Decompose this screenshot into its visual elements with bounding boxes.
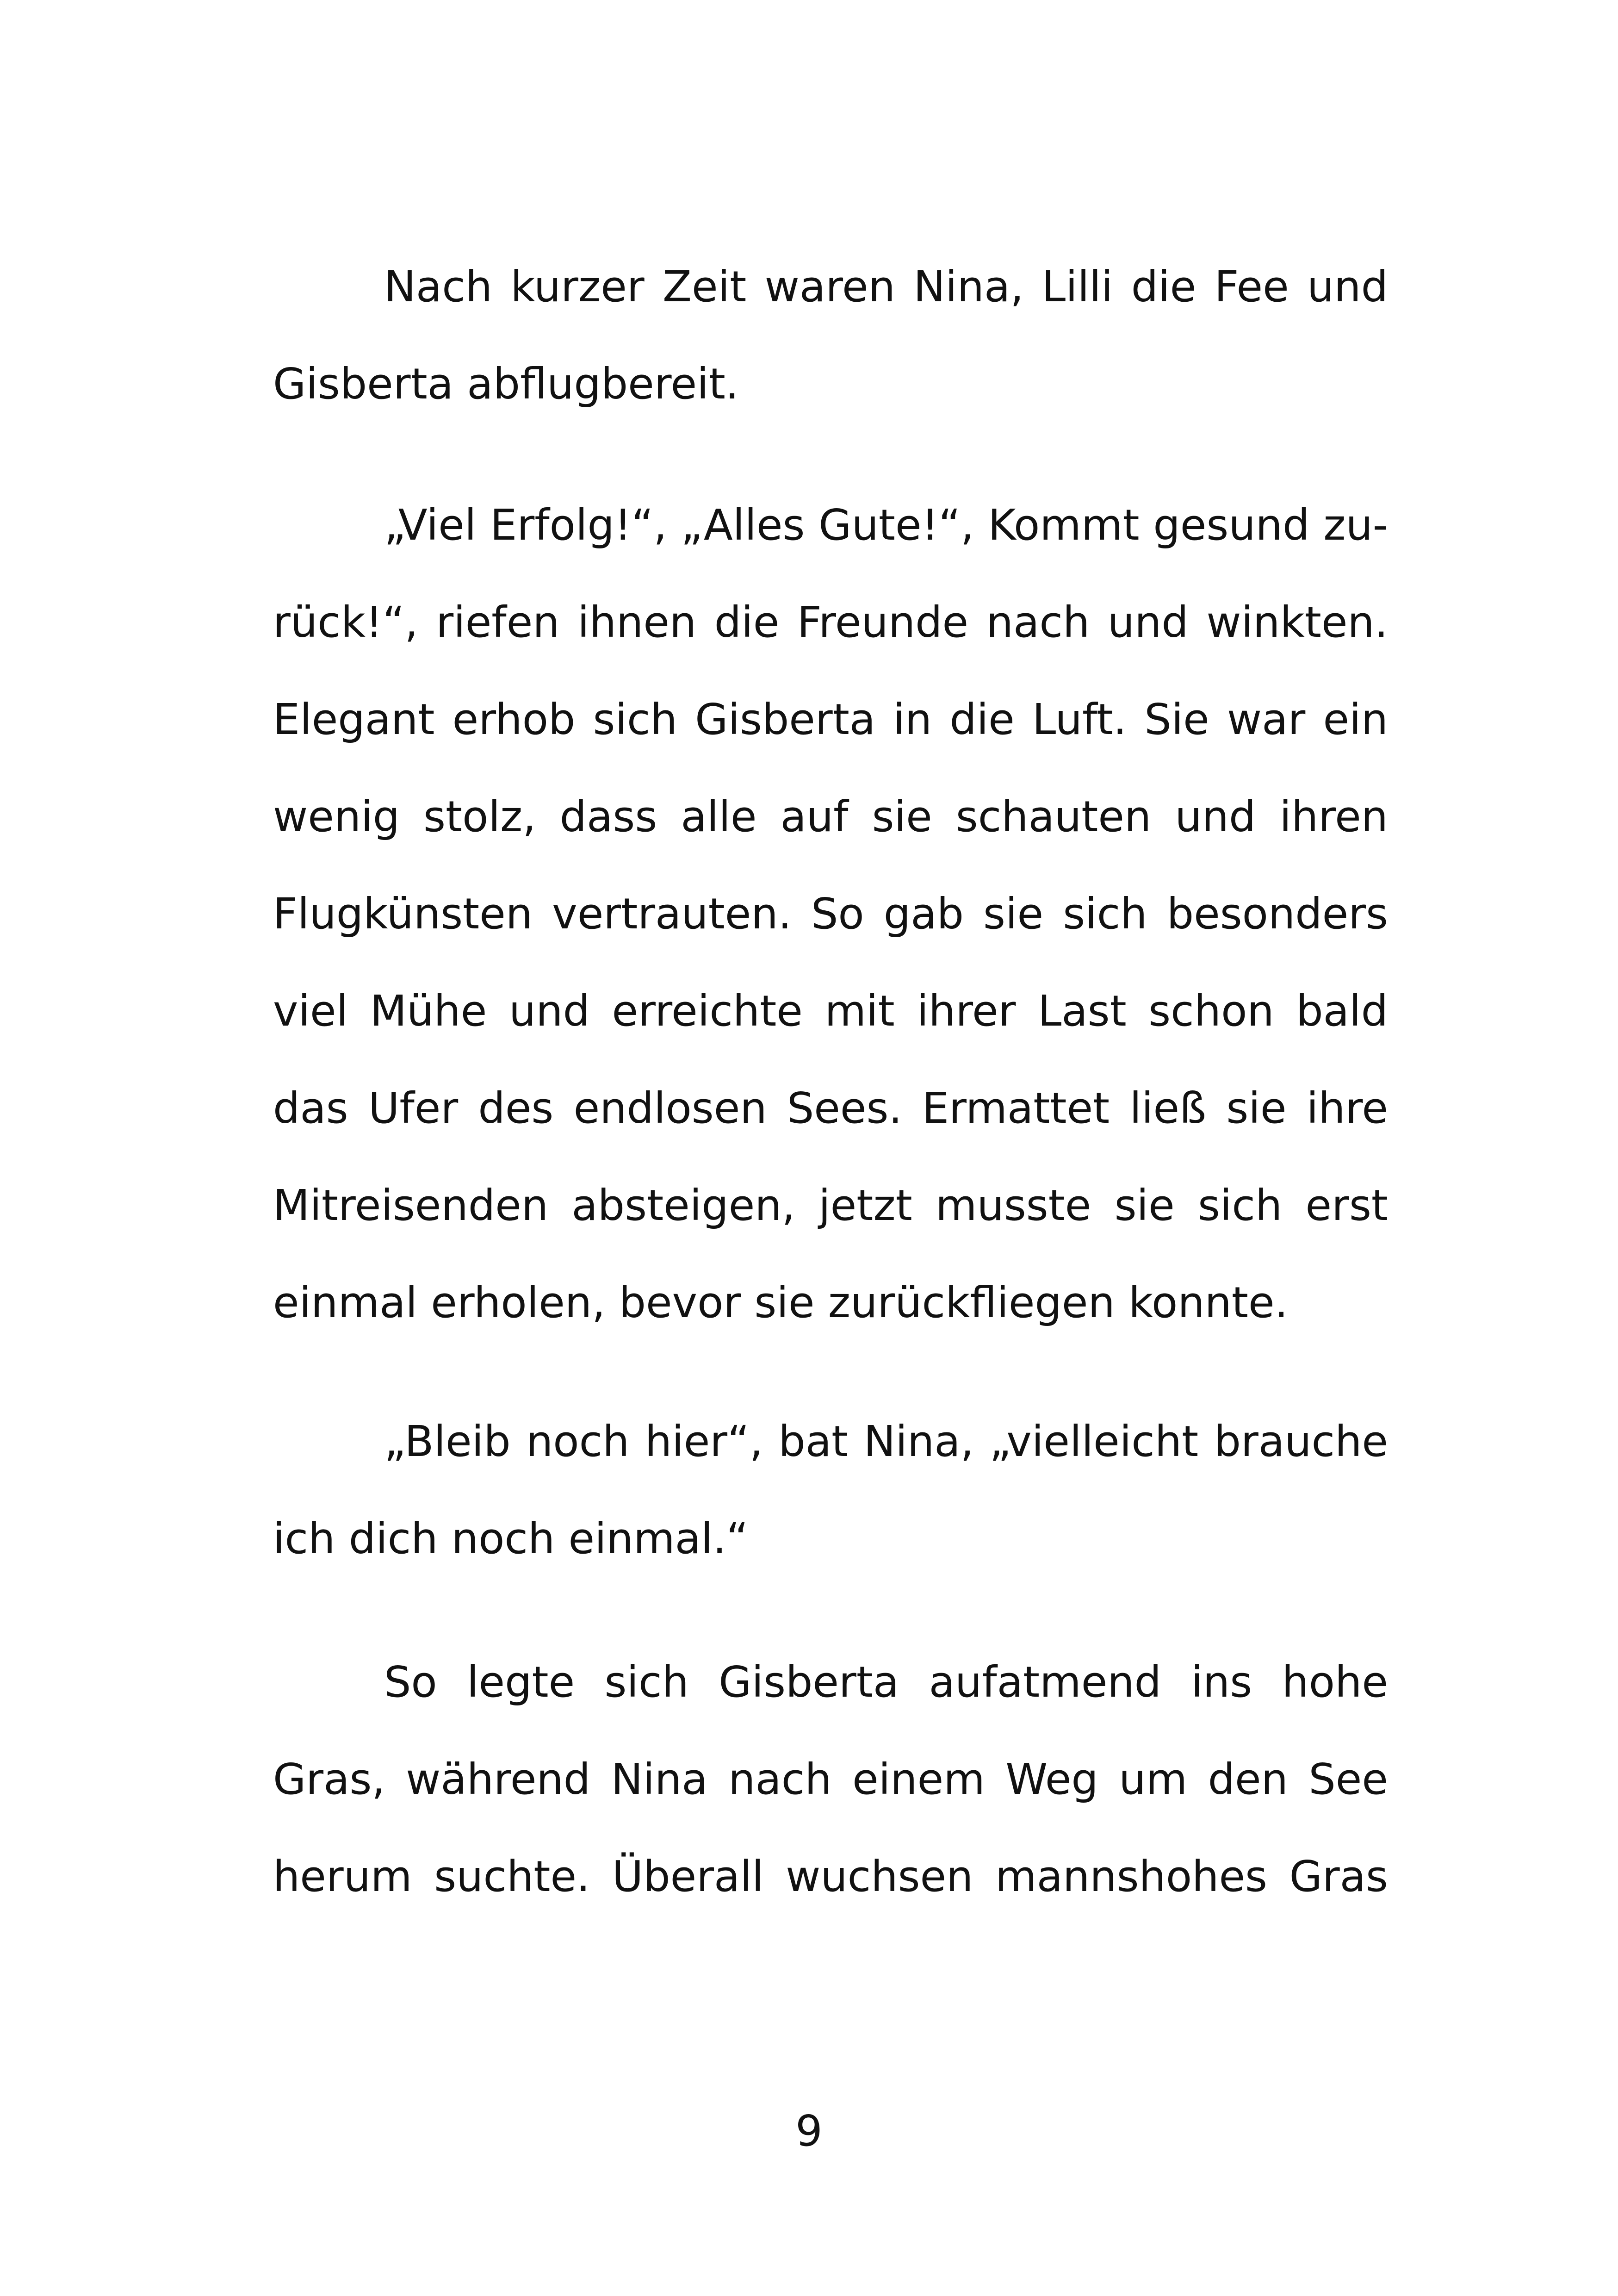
- paragraph-4-line-2: Gras, während Nina nach einem Weg um den See: [273, 1755, 1388, 1804]
- paragraph-2-line-5: Flugkünsten vertrauten. So gab sie sich besonders: [273, 889, 1388, 939]
- paragraph-2-line-6: viel Mühe und erreichte mit ihrer Last schon bald: [273, 986, 1388, 1036]
- paragraph-2-line-2: rück!“, riefen ihnen die Freunde nach und winkten.: [273, 597, 1388, 647]
- paragraph-3-line-1: „Bleib noch hier“, bat Nina, „vielleicht brauche: [384, 1417, 1388, 1466]
- paragraph-2-line-9: einmal erholen, bevor sie zurückfliegen konnte.: [273, 1278, 1288, 1327]
- paragraph-2-line-8: Mitreisenden absteigen, jetzt musste sie sich erst: [273, 1181, 1388, 1230]
- paragraph-2-line-1: „Viel Erfolg!“, „Alles Gute!“, Kommt gesund zu-: [384, 500, 1388, 550]
- paragraph-4-line-3: herum suchte. Überall wuchsen mannshohes Gras: [273, 1852, 1388, 1901]
- page-number: 9: [795, 2106, 823, 2156]
- paragraph-2-line-4: wenig stolz, dass alle auf sie schauten und ihren: [273, 792, 1388, 841]
- paragraph-4-line-1: So legte sich Gisberta aufatmend ins hohe: [384, 1657, 1388, 1707]
- paragraph-1-line-1: Nach kurzer Zeit waren Nina, Lilli die Fee und: [384, 262, 1388, 311]
- paragraph-2-line-7: das Ufer des endlosen Sees. Ermattet ließ sie ihre: [273, 1083, 1388, 1133]
- paragraph-1-line-2: Gisberta abflugbereit.: [273, 359, 739, 409]
- paragraph-2-line-3: Elegant erhob sich Gisberta in die Luft. Sie war ein: [273, 695, 1388, 744]
- paragraph-3-line-2: ich dich noch einmal.“: [273, 1514, 749, 1563]
